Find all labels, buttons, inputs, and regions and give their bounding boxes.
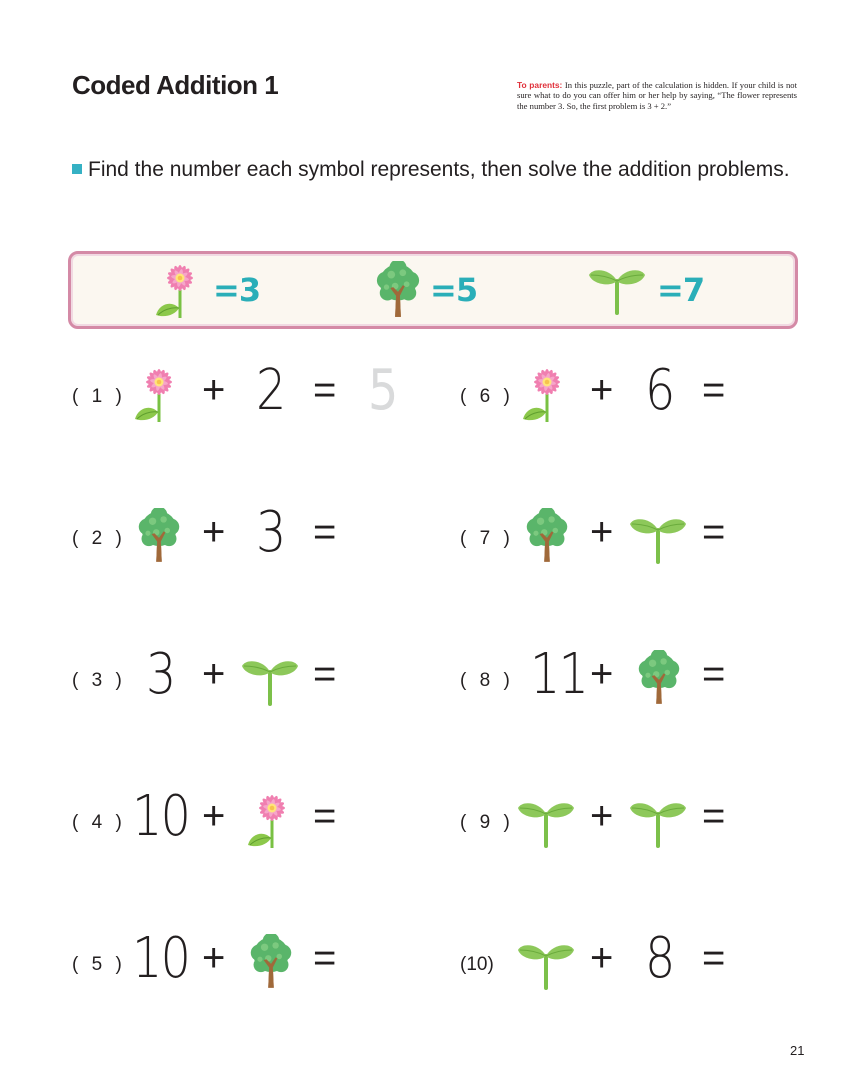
plus-sign: +	[590, 794, 614, 838]
parents-note	[517, 80, 797, 111]
flower-icon	[155, 260, 205, 320]
key-value-flower: =3	[213, 271, 261, 309]
operand-right: 3	[256, 500, 285, 565]
equals-sign: =	[702, 368, 726, 412]
plus-sign: +	[202, 652, 226, 696]
equals-sign: =	[702, 794, 726, 838]
problem-label: ( 2 )	[72, 528, 126, 549]
sprout-icon	[628, 798, 688, 848]
plus-sign: +	[590, 936, 614, 980]
plus-sign: +	[202, 368, 226, 412]
problem-8	[0, 642, 848, 720]
operand-left: 3	[146, 642, 175, 707]
operand-left: 10	[132, 926, 190, 991]
sprout-icon	[585, 265, 649, 315]
equals-sign: =	[313, 510, 337, 554]
problem-label: ( 5 )	[72, 954, 126, 975]
problem-7	[0, 508, 848, 578]
operand-right: 6	[645, 358, 674, 423]
bullet-square-icon	[72, 164, 82, 174]
problem-label: ( 8 )	[460, 670, 514, 691]
parents-note-text: In this puzzle, part of the calculation is hidden. If your child is not sure what to do you can offer him or her help by saying, “The flower represents the number 3. So, the first problem is 3 + 2.”	[517, 80, 797, 111]
key-value-tree: =5	[430, 271, 478, 309]
sprout-icon	[516, 798, 576, 848]
problem-label: ( 3 )	[72, 670, 126, 691]
problem-label: ( 7 )	[460, 528, 514, 549]
problem-label: (10)	[460, 954, 494, 975]
flower-icon	[522, 364, 572, 424]
equals-sign: =	[702, 936, 726, 980]
key-item-sprout	[585, 260, 704, 320]
symbol-key	[68, 251, 798, 329]
operand-right: 2	[256, 358, 285, 423]
problem-9	[0, 792, 848, 862]
key-item-tree	[374, 260, 477, 320]
sprout-icon	[628, 514, 688, 564]
equals-sign: =	[702, 510, 726, 554]
operand-right: 8	[645, 926, 674, 991]
instruction-text: Find the number each symbol represents, then solve the addition problems.	[88, 158, 790, 181]
problem-label: ( 1 )	[72, 386, 126, 407]
plus-sign: +	[202, 510, 226, 554]
plus-sign: +	[590, 652, 614, 696]
page-number: 21	[790, 1043, 805, 1058]
problem-label: ( 4 )	[72, 812, 126, 833]
plus-sign: +	[590, 368, 614, 412]
key-item-flower	[155, 260, 260, 320]
instruction	[72, 156, 792, 183]
problem-label: ( 6 )	[460, 386, 514, 407]
plus-sign: +	[202, 794, 226, 838]
equals-sign: =	[313, 652, 337, 696]
operand-left: 10	[132, 784, 190, 849]
sprout-icon	[516, 940, 576, 990]
equals-sign: =	[313, 794, 337, 838]
tree-icon	[374, 261, 422, 319]
page-title: Coded Addition 1	[72, 70, 279, 100]
sample-answer: 5	[368, 358, 399, 423]
key-value-sprout: =7	[657, 271, 705, 309]
plus-sign: +	[202, 936, 226, 980]
equals-sign: =	[313, 368, 337, 412]
problem-10	[0, 926, 848, 1004]
problem-6	[0, 358, 848, 436]
tree-icon	[524, 508, 570, 564]
equals-sign: =	[702, 652, 726, 696]
problem-label: ( 9 )	[460, 812, 514, 833]
plus-sign: +	[590, 510, 614, 554]
operand-left: 11	[530, 642, 588, 707]
parents-note-lead: To parents:	[517, 80, 563, 90]
tree-icon	[636, 650, 682, 706]
equals-sign: =	[313, 936, 337, 980]
